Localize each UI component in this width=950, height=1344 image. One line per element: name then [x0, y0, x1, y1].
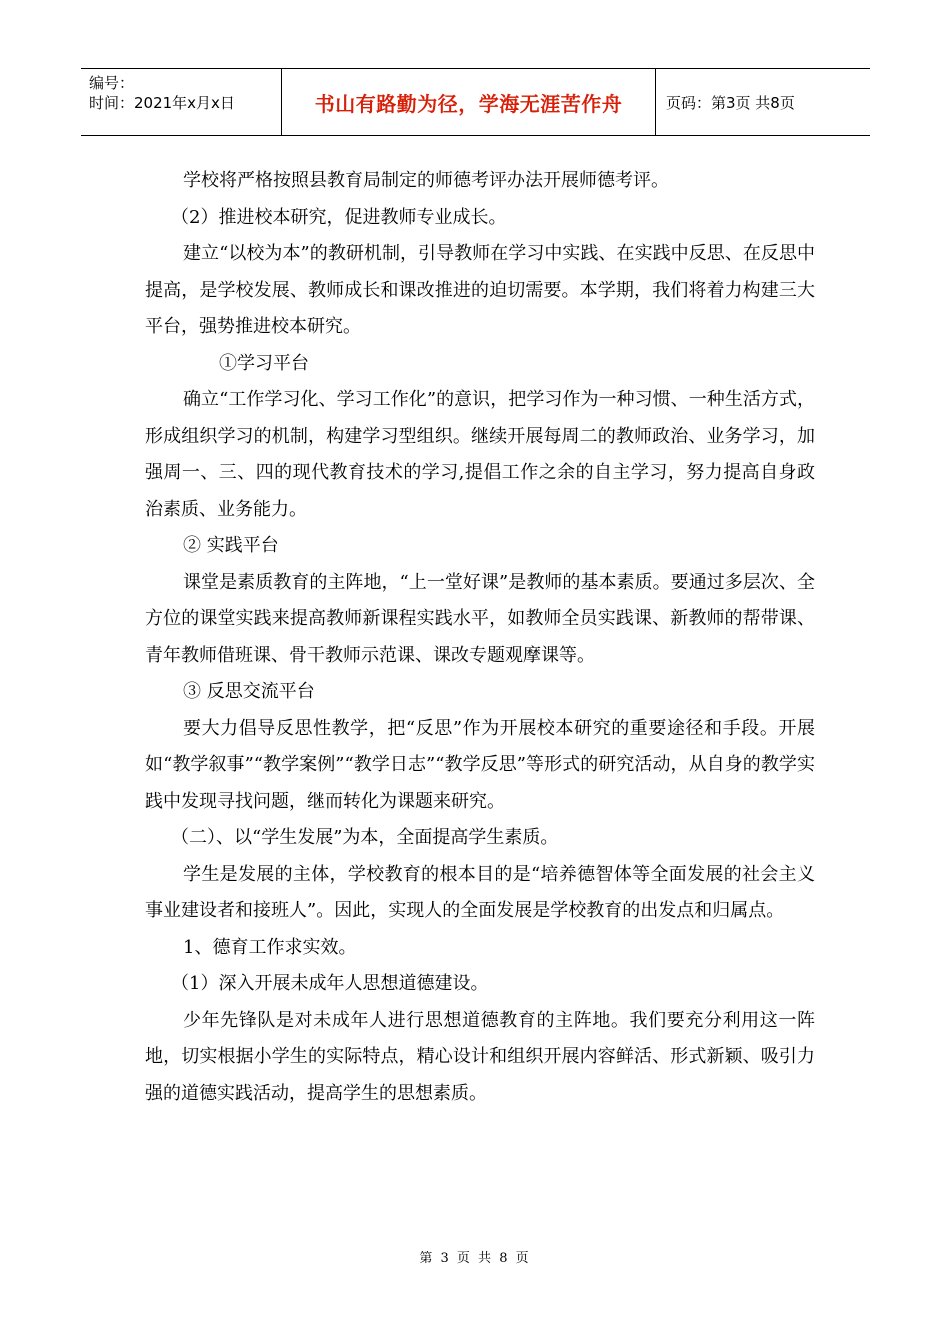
paragraph: 建立“以校为本”的教研机制，引导教师在学习中实践、在实践中反思、在反思中提高，是学校发展、教师成长和课改推进的迫切需要。本学期，我们将着力构建三大平台，强势推进校本研究。	[145, 243, 815, 337]
footer-page-number: 第 3 页 共 8 页	[419, 1251, 531, 1266]
header-motto-cell	[282, 69, 656, 135]
paragraph: 少年先锋队是对未成年人进行思想道德教育的主阵地。我们要充分利用这一阵地，切实根据小学生的实际特点，精心设计和组织开展内容鲜活、形式新颖、吸引力强的道德实践活动，提高学生的思想素质。	[145, 1009, 815, 1104]
header-motto: 书山有路勤为径，学海无涯苦作舟	[314, 91, 623, 116]
section-heading: （1）深入开展未成年人思想道德建设。	[171, 973, 489, 994]
header-page-info: 页码：第3页 共8页	[666, 93, 795, 112]
paragraph: 课堂是素质教育的主阵地，“上一堂好课”是教师的基本素质。要通过多层次、全方位的课堂实践来提高教师新课程实践水平，如教师全员实践课、新教师的帮带课、青年教师借班课、骨干教师示范课、课改专题观摩课等。	[145, 571, 815, 666]
paragraph: 要大力倡导反思性教学，把“反思”作为开展校本研究的重要途径和手段。开展如“教学叙事”“教学案例”“教学日志”“教学反思”等形式的研究活动，从自身的教学实践中发现寻找问题，继而转化为课题来研究。	[145, 717, 815, 812]
page-header	[81, 68, 870, 136]
document-time-label: 时间：2021年x月x日	[89, 94, 235, 112]
page-footer	[0, 1247, 950, 1266]
paragraph: 确立“工作学习化、学习工作化”的意识，把学习作为一种习惯、一种生活方式，形成组织学习的机制，构建学习型组织。继续开展每周二的教师政治、业务学习，加强周一、三、四的现代教育技术的学习,提倡工作之余的自主学习，努力提高自身政治素质、业务能力。	[145, 389, 815, 520]
section-heading: （二）、以“学生发展”为本，全面提高学生素质。	[171, 827, 559, 848]
paragraph: 学生是发展的主体，学校教育的根本目的是“培养德智体等全面发展的社会主义事业建设者和接班人”。因此，实现人的全面发展是学校教育的出发点和归属点。	[145, 863, 815, 921]
document-body	[145, 163, 815, 1112]
subsection-heading: ③ 反思交流平台	[183, 681, 315, 702]
subsection-heading: ①学习平台	[219, 352, 309, 374]
section-heading: 1、德育工作求实效。	[183, 936, 357, 958]
document-number-label: 编号：	[89, 74, 135, 92]
paragraph: 学校将严格按照县教育局制定的师德考评办法开展师德考评。	[183, 170, 669, 191]
header-page-cell	[656, 69, 870, 135]
header-meta-cell	[81, 69, 282, 135]
section-heading: （2）推进校本研究，促进教师专业成长。	[171, 206, 507, 228]
subsection-heading: ② 实践平台	[183, 535, 279, 556]
